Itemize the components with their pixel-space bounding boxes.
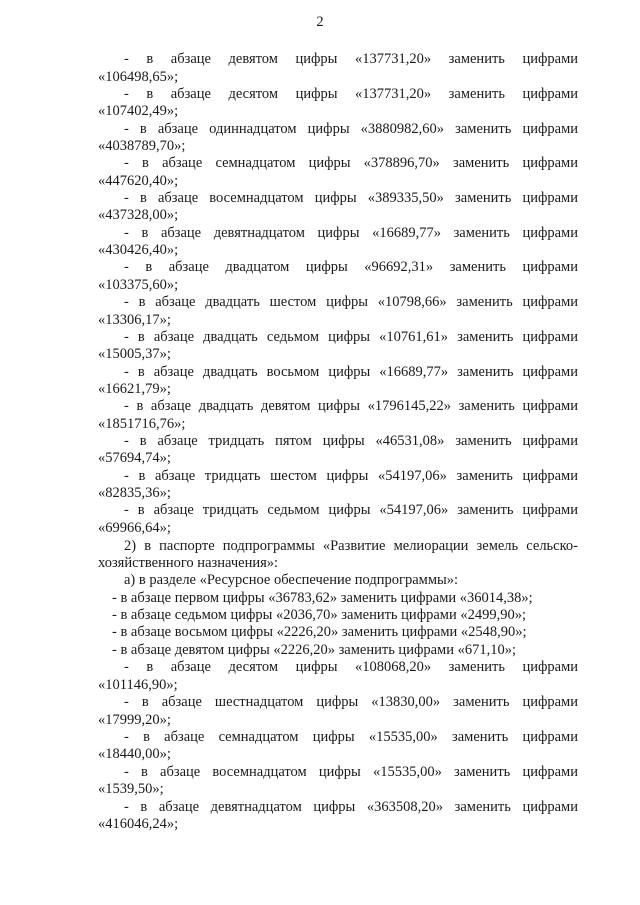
text-line: «57694,74»; bbox=[98, 450, 171, 466]
text-line: - в абзаце восемнадцатом цифры «389335,50» заменить цифрами bbox=[124, 190, 578, 206]
text-line: «16621,79»; bbox=[98, 381, 171, 397]
page-number: 2 bbox=[316, 14, 324, 30]
text-line: - в абзаце девятнадцатом цифры «363508,20» заменить цифрами bbox=[124, 799, 578, 815]
text-line: - в абзаце десятом цифры «137731,20» заменить цифрами bbox=[124, 86, 578, 102]
subsection-heading: а) в разделе «Ресурсное обеспечение подпрограммы»: bbox=[124, 572, 459, 588]
text-line: «69966,64»; bbox=[98, 520, 171, 536]
text-line: «416046,24»; bbox=[98, 816, 179, 832]
text-line: - в абзаце двадцать девятом цифры «1796145,22» заменить цифрами bbox=[124, 398, 578, 414]
text-line: - в абзаце одиннадцатом цифры «3880982,60» заменить цифрами bbox=[124, 121, 578, 137]
text-line: - в абзаце двадцатом цифры «96692,31» заменить цифрами bbox=[124, 259, 578, 275]
text-line: - в абзаце восемнадцатом цифры «15535,00» заменить цифрами bbox=[124, 764, 578, 780]
text-line: «17999,20»; bbox=[98, 712, 171, 728]
text-line: «447620,40»; bbox=[98, 173, 179, 189]
section-heading-line: 2) в паспорте подпрограммы «Развитие мелиорации земель сельско- bbox=[124, 538, 578, 554]
text-line: - в абзаце двадцать седьмом цифры «10761,61» заменить цифрами bbox=[124, 329, 578, 345]
text-line: - в абзаце шестнадцатом цифры «13830,00» заменить цифрами bbox=[124, 694, 578, 710]
text-line: - в абзаце восьмом цифры «2226,20» заменить цифрами «2548,90»; bbox=[112, 624, 527, 640]
text-line: «107402,49»; bbox=[98, 103, 179, 119]
text-line: - в абзаце тридцать шестом цифры «54197,06» заменить цифрами bbox=[124, 468, 578, 484]
text-line: «106498,65»; bbox=[98, 69, 179, 85]
text-line: «18440,00»; bbox=[98, 746, 171, 762]
text-line: «13306,17»; bbox=[98, 312, 171, 328]
text-line: - в абзаце тридцать седьмом цифры «54197,06» заменить цифрами bbox=[124, 502, 578, 518]
text-line: - в абзаце семнадцатом цифры «15535,00» заменить цифрами bbox=[124, 729, 578, 745]
text-line: - в абзаце двадцать восьмом цифры «16689,77» заменить цифрами bbox=[124, 364, 578, 380]
text-line: - в абзаце девятнадцатом цифры «16689,77» заменить цифрами bbox=[124, 225, 578, 241]
text-line: - в абзаце семнадцатом цифры «378896,70» заменить цифрами bbox=[124, 155, 578, 171]
text-line: - в абзаце девятом цифры «2226,20» заменить цифрами «671,10»; bbox=[112, 642, 516, 658]
section-heading-line: хозяйственного назначения»: bbox=[98, 555, 279, 571]
text-line: «1539,50»; bbox=[98, 781, 164, 797]
text-line: - в абзаце девятом цифры «137731,20» заменить цифрами bbox=[124, 51, 578, 67]
text-line: «82835,36»; bbox=[98, 485, 171, 501]
text-line: «101146,90»; bbox=[98, 677, 178, 693]
text-line: «430426,40»; bbox=[98, 242, 179, 258]
text-line: «1851716,76»; bbox=[98, 416, 186, 432]
text-line: - в абзаце первом цифры «36783,62» заменить цифрами «36014,38»; bbox=[112, 590, 533, 606]
text-line: - в абзаце тридцать пятом цифры «46531,08» заменить цифрами bbox=[124, 433, 578, 449]
text-line: - в абзаце седьмом цифры «2036,70» заменить цифрами «2499,90»; bbox=[112, 607, 526, 623]
text-line: «437328,00»; bbox=[98, 207, 179, 223]
text-line: - в абзаце десятом цифры «108068,20» заменить цифрами bbox=[124, 659, 578, 675]
text-line: - в абзаце двадцать шестом цифры «10798,66» заменить цифрами bbox=[124, 294, 578, 310]
text-line: «4038789,70»; bbox=[98, 138, 186, 154]
text-line: «15005,37»; bbox=[98, 346, 171, 362]
text-line: «103375,60»; bbox=[98, 277, 179, 293]
